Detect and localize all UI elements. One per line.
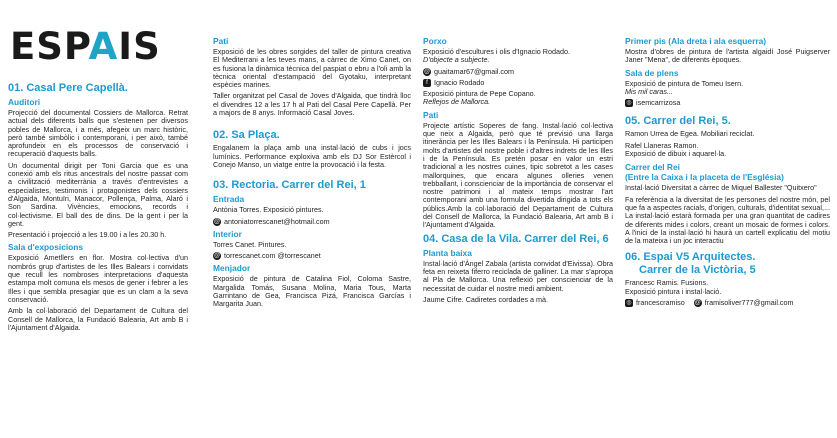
- column-1: [8, 82, 188, 335]
- mil-caras-text: Mis mil caras...: [625, 86, 673, 96]
- torres-text: Torres Canet. Pintures.: [213, 239, 287, 249]
- escultures-text: Exposició d'escultures i olis d'Ignacio Rodado.: [423, 47, 570, 56]
- facebook-ignacio: f Ignacio Rodado: [423, 79, 613, 87]
- mediterrani-text: Exposició de les obres sorgides del taller de pintura creativa El Mediterrani a les teves mans, a càrrec de Ximo Canet, on es fusiona la dinàmica tècnica del paspiat o ebru a l'oli amb la tècnica oriental d'estampació del Gyotaku, interpretant espècies marines.: [213, 47, 411, 90]
- sala-plens-heading: Sala de plens: [625, 67, 679, 78]
- column-4: [625, 34, 830, 310]
- urrea-text: Ramon Urrea de Egea. Mobiliari reciclat.: [625, 129, 755, 139]
- email-guaitamar: @ guaitamar67@gmail.com: [423, 66, 515, 76]
- collaboracio-text: Amb la col·laboració del Departament de Cultura del Consell de Mallorca, la Fundació Balearia, Art amb B i l'Ajuntament d'Algaida.: [8, 306, 188, 332]
- email-icon: @: [694, 300, 701, 307]
- mena-text: Mostra d'obres de pintura de l'artista algaidí José Puigserver Janer "Mena", de diferents èpoques.: [625, 47, 830, 65]
- copano-text: Exposició pintura de Pepe Copano.: [423, 89, 536, 99]
- diversitat-text: Instal·lació Diversitat a càrrec de Miquel Ballester "Quitxero": [625, 183, 817, 193]
- section-01-title: 01. Casal Pere Capellà.: [8, 82, 128, 94]
- entrada-heading: Entrada: [213, 194, 245, 205]
- zabala-text: Instal·lació d'Àngel Zabala (artista convidat d'Eivissa). Obra feta en reixeta fiferro reciclada de galliner. La mar s'apropa al Pla de Mallorca. Una reflexió per conscienciar de la necessitat de cuidar el nostre medi ambient.: [423, 258, 613, 293]
- section-04-title: 04. Casa de la Vila. Carrer del Rei, 6: [423, 232, 609, 245]
- ramis-description: Exposició pintura i instal·lació.: [625, 286, 722, 296]
- antonia-text: Antònia Torres. Exposició pintures.: [213, 205, 324, 215]
- reflejos-text: Reflejos de Mallorca.: [423, 97, 491, 107]
- cifre-text: Jaume Cifre. Cadiretes cordades a mà.: [423, 294, 549, 304]
- section-05-title: 05. Carrer del Rei, 5.: [625, 115, 731, 128]
- espais-title: ESPAIS: [10, 25, 161, 68]
- facebook-icon: f: [423, 79, 431, 87]
- section-03-title: 03. Rectoria. Carrer del Rei, 1: [213, 179, 366, 192]
- presentacio-text: Presentació i projecció a les 19.00 i a les 20.30 h.: [8, 230, 167, 240]
- section-02-title: 02. Sa Plaça.: [213, 129, 280, 142]
- carrer-rei-subheading: (Entre la Caixa i la placeta de l'Església): [625, 172, 784, 183]
- objecte-text: D'objecte a subjecte.: [423, 55, 490, 65]
- pati-heading: Pati: [213, 36, 229, 46]
- taller-text: Taller organitzat pel Casal de Joves d'Algaida, que tindrà lloc el divendres 12 a les 17 h al Pati del Casal Pere Capellà. Per a majors de 8 anys. Informació Casal Joves.: [213, 91, 411, 118]
- porxo-heading: Porxo: [423, 36, 447, 46]
- planta-baixa-heading: Planta baixa: [423, 247, 472, 258]
- placa-text: Engalanem la plaça amb una instal·lació de cubs i jocs lumínics. Performance exploxiva amb els DJ Sor Estèrcol i Conejo Manso, un viatge entre la provocació i la festa.: [213, 143, 411, 169]
- email-icon: @: [213, 253, 221, 260]
- section-06-title: 06. Espai V5 Arquitectes.: [625, 251, 756, 264]
- interior-heading: Interior: [213, 228, 242, 239]
- email-torres: @ torrescanet.com @torrescanet: [213, 251, 321, 261]
- documental-text: Un documental dirigit per Toni Garcia que es una conexió amb els ritus ancestrals del nostre passat com a civilització mediterrània a través d'entrevistes a especialistes, testimonis i protagonistes dels cossiers d'Algaida, Montuïri, Manacor, Pollença, Palma, Alaró i Son Sardina. Vivències, emocions, records i col·lectivisme. El ball des de dins. De la gent i per la gent.: [8, 160, 188, 228]
- primer-pis-heading: Primer pis (Ala dreta i ala esquerra): [625, 36, 767, 46]
- instagram-icon: ◎: [626, 100, 632, 107]
- instagram-isern: ◎ isemcarrizosa: [626, 98, 681, 108]
- llaneras-text: Rafel Llaneras Ramon.: [625, 140, 699, 150]
- ramis-text: Francesc Ramis. Fusions.: [625, 278, 709, 288]
- instagram-ramis: ◎ francescramiso @ framisoliver777@gmail.com: [626, 298, 794, 308]
- soperes-text: Projecte artístic Soperes de fang. Instal·lació col·lectiva que neix a Algaida, però que té previsió una llarga itinerància per les Illes Balears i la Península. Hi participen molts d'artistes del nostre poble i d'altres indrets de les Illes i de la Península. Es pretén posar en valor un estri tradicional a les nostres cuines, tipic sobretot a les cases mallorquines, que encara algunes olleries venen trebballant, i conscienciar de la importància de conservar el nostre patrimoni i al mateix temps mostrar l'art contemporani amb una formula divertida dirigida a tots els públics.Amb la col·laboració del Departament de Cultura del Consell de Mallorca, la Fundació Balearia, Art amb B i l'Ajuntament d'Algaida.: [423, 120, 613, 230]
- pati-heading-2: Pati: [423, 109, 439, 120]
- column-3: [423, 34, 613, 307]
- isern-text: Exposició de pintura de Tomeu Isern.: [625, 78, 744, 88]
- sala-exposicions-heading: Sala d'exposicions: [8, 242, 84, 253]
- instagram-icon: ◎: [626, 300, 632, 307]
- email-antonia: @ antoniatorrescanet@hotmail.com: [213, 216, 330, 226]
- email-icon: @: [423, 68, 431, 75]
- menjador-heading: Menjador: [213, 263, 251, 274]
- menjador-text: Exposició de pintura de Catalina Fiol, Coloma Sastre, Margalida Tomás, Susana Molina, Maria Tous, Marta Garrintano de Gea, Francisca Pizá, Francisca Garcías i Margarita Juan.: [213, 274, 411, 309]
- carrer-rei-heading: Carrer del Rei: [625, 162, 680, 173]
- cossiers-text: Projecció del documental Cossiers de Mallorca. Retrat actual dels diferents balls que s'estenen per diversos pobles de Mallorca, i a més, afegeix un marc històric, però també simbòlic i contemporani, i per això, també aprofundeix en els processos de conservació i recuperació d'aquests balls.: [8, 108, 188, 159]
- email-icon: @: [213, 218, 221, 225]
- column-2: [213, 34, 411, 312]
- dibuix-text: Exposició de dibuix i aquarel·la.: [625, 149, 727, 159]
- section-06-address: Carrer de la Victòria, 5: [639, 264, 756, 277]
- auditori-heading: Auditori: [8, 97, 41, 107]
- ametllers-text: Exposició Ametllers en flor. Mostra col·lectiva d'un nombrós grup d'artistes de les Illes Balears i convidats que recull les nombroses interpretacions d'aquesta estampa molt comuna els mesos de gener i febrer a les Illes i que sembla presagiar que es un clam a la seva conservació.: [8, 253, 188, 304]
- diversitat-description: Fa referència a la diversitat de les persones del nostre món, pel que fa a aspectes racials, d'origen, culturals, d'identitat sexual,... La instal·lació estarà formada per una gran quantitat de cadires de diferents mides i colors, creant un mosaic de formes i colors. A l'inici de la instal·lació hi haurà un cartell explicatiu del motiu de la mateixa i un joc interactiu: [625, 194, 830, 246]
